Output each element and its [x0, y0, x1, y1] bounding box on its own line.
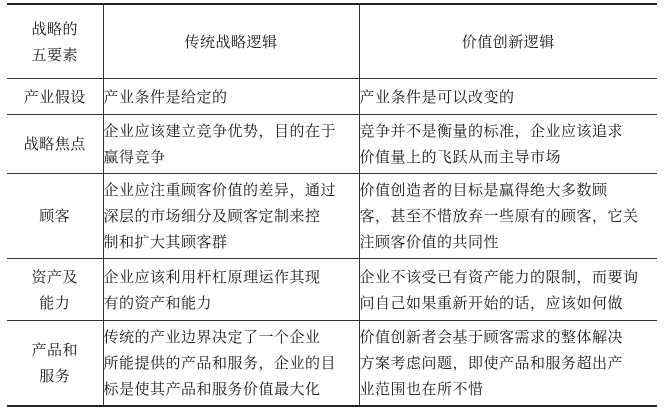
cell-line: 价值创造者的目标是赢得绝大多数顾	[359, 181, 608, 199]
header-five-elements	[7, 4, 103, 79]
row-element-text-line-2: 服务	[39, 367, 71, 385]
traditional-logic-cell	[103, 79, 359, 115]
value-innovation-cell	[359, 79, 657, 115]
row-element-cell	[7, 259, 103, 321]
row-element-cell	[7, 79, 103, 115]
strategy-comparison-table	[7, 3, 657, 407]
header-five-elements-line-1: 战略的	[31, 19, 78, 38]
cell-line: 产业条件是给定的	[103, 87, 228, 106]
value-innovation-cell	[359, 174, 657, 259]
table-row	[7, 174, 657, 259]
header-five-elements-line-2: 五要素	[31, 45, 78, 64]
row-element-text-line-1: 产品和	[31, 341, 78, 359]
traditional-logic-cell	[103, 174, 359, 259]
cell-line: 价值创新者会基于顾客需求的整体解决	[359, 328, 624, 346]
traditional-logic-cell	[103, 115, 359, 174]
cell-line: 问自己如果重新开始的话，应该如何做	[359, 293, 624, 312]
row-element-text-line-2: 能力	[39, 293, 71, 312]
header-value-innovation-logic: 价值创新逻辑	[359, 4, 657, 79]
cell-line: 客，甚至不惜放弃一些原有的顾客，它关	[359, 207, 639, 225]
cell-line: 标是使其产品和服务价值最大化	[103, 380, 321, 398]
row-element-cell	[7, 115, 103, 174]
cell-line: 制和扩大其顾客群	[103, 233, 228, 251]
cell-line: 价值量上的飞跃从而主导市场	[359, 148, 562, 166]
row-element-text: 战略焦点	[23, 135, 86, 153]
cell-line: 产业条件是可以改变的	[359, 87, 515, 106]
cell-line: 竞争并不是衡量的标准，企业应该追求	[359, 122, 624, 140]
cell-line: 企业应该建立竞争优势，目的在于	[103, 122, 337, 140]
row-element-cell	[7, 174, 103, 259]
cell-line: 企业应该利用杆杠原理运作其现	[103, 267, 321, 286]
cell-line: 赢得竞争	[103, 148, 166, 166]
value-innovation-cell	[359, 321, 657, 407]
value-innovation-cell	[359, 259, 657, 321]
table-row	[7, 115, 657, 174]
table-row	[7, 259, 657, 321]
row-element-cell	[7, 321, 103, 407]
traditional-logic-cell	[103, 321, 359, 407]
cell-line: 深层的市场细分及顾客定制来控	[103, 207, 321, 225]
row-element-text: 产业假设	[23, 87, 86, 106]
row-element-text-line-1: 资产及	[31, 267, 78, 286]
cell-line: 业范围也在所不惜	[359, 380, 484, 398]
traditional-logic-cell	[103, 259, 359, 321]
cell-line: 所能提供的产品和服务，企业的目	[103, 354, 337, 372]
table-header-row	[7, 4, 657, 79]
row-element-text: 顾客	[39, 207, 71, 225]
table-row	[7, 79, 657, 115]
value-innovation-cell	[359, 115, 657, 174]
cell-line: 传统的产业边界决定了一个企业	[103, 328, 321, 346]
cell-line: 企业应注重顾客价值的差异，通过	[103, 181, 337, 199]
cell-line: 注顾客价值的共同性	[359, 233, 500, 251]
table-row	[7, 321, 657, 407]
cell-line: 企业不该受已有资产能力的限制，而要询	[359, 267, 639, 286]
cell-line: 有的资产和能力	[103, 293, 213, 312]
header-traditional-logic: 传统战略逻辑	[103, 4, 359, 79]
cell-line: 方案考虑问题，即使产品和服务超出产	[359, 354, 624, 372]
